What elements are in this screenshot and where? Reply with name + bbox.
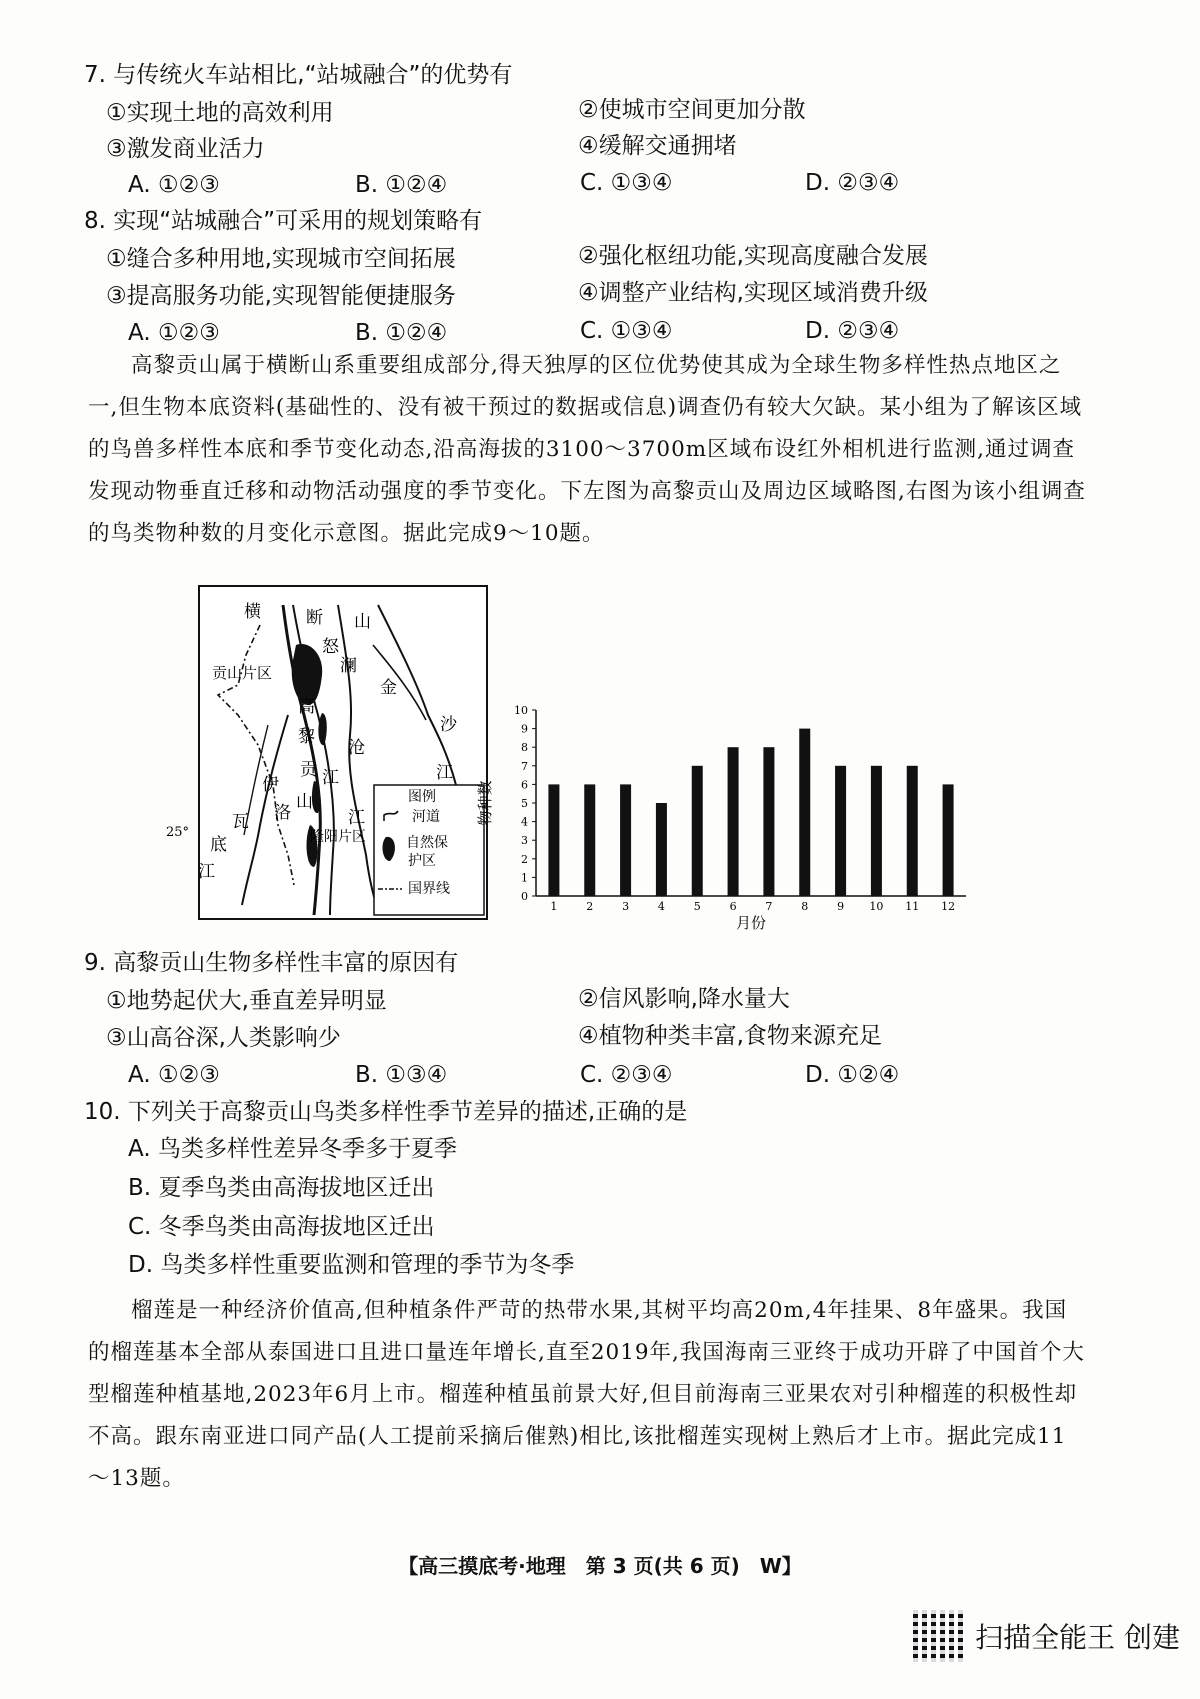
- scanner-watermark: [913, 1610, 1180, 1662]
- label-sha: 沙: [440, 715, 457, 735]
- q10-option-b: B. 夏季鸟类由高海拔地区迁出: [128, 1175, 435, 1201]
- passage-gaoligong-text: 高黎贡山属于横断山系重要组成部分,得天独厚的区位优势使其成为全球生物多样性热点地区之一,但生物本底资料(基础性的、没有被干预过的数据或信息)调查仍有较大欠缺。某小组为了解该区域的鸟兽多样性本底和季节变化动态,沿高海拔的3100～3700m区域布设红外相机进行监测,通过调查发现动物垂直迁移和动物活动强度的季节变化。下左图为高黎贡山及周边区域略图,右图为该小组调查的鸟类物种数的月变化示意图。据此完成9～10题。: [88, 353, 1086, 546]
- q9-choice-b: B. ①③④: [355, 1062, 448, 1088]
- bar-month-11: [907, 766, 918, 896]
- x-tick-label: 7: [765, 900, 773, 913]
- passage-gaoligong: [88, 345, 1088, 555]
- chart-y-ticks: [514, 704, 536, 903]
- legend-reserve-line1: 自然保: [406, 835, 448, 851]
- label-latitude: 25°: [166, 825, 190, 840]
- y-tick-label: 3: [521, 834, 528, 848]
- x-tick-label: 2: [586, 900, 594, 913]
- q8-stem: 8. 实现“站城融合”可采用的规划策略有: [84, 208, 483, 234]
- q7-choice-c: C. ①③④: [580, 170, 673, 196]
- q7-choice-a: A. ①②③: [128, 172, 220, 198]
- x-tick-label: 3: [622, 900, 630, 913]
- q10-stem: 10. 下列关于高黎贡山鸟类多样性季节差异的描述,正确的是: [84, 1099, 688, 1125]
- q9-choice-c: C. ②③④: [580, 1062, 673, 1088]
- q10-option-a: A. 鸟类多样性差异冬季多于夏季: [128, 1136, 457, 1162]
- label-cang: 沧: [348, 738, 365, 758]
- bar-month-4: [656, 803, 667, 896]
- label-nu-jiang: 江: [322, 768, 339, 788]
- q7-option-4: ④缓解交通拥堵: [578, 133, 737, 159]
- y-tick-label: 9: [521, 722, 528, 736]
- label-jinsha-jiang: 江: [436, 763, 453, 783]
- bar-month-12: [943, 784, 954, 896]
- passage-durian: [88, 1290, 1088, 1500]
- q9-stem: 9. 高黎贡山生物多样性丰富的原因有: [84, 950, 459, 976]
- label-wa: 瓦: [232, 812, 249, 832]
- q9-option-4: ④植物种类丰富,食物来源充足: [578, 1023, 882, 1049]
- bar-month-6: [728, 747, 739, 896]
- q8-choice-d: D. ②③④: [805, 318, 900, 344]
- chart-bars: [548, 729, 953, 896]
- label-duan: 断: [306, 608, 323, 628]
- label-lan: 澜: [340, 656, 357, 676]
- q8-option-1: ①缝合多种用地,实现城市空间拓展: [106, 246, 456, 272]
- label-yi: 伊: [262, 775, 279, 795]
- gaoligong-map: [166, 585, 488, 920]
- q7-choice-d: D. ②③④: [805, 170, 900, 196]
- watermark-text: 扫描全能王 创建: [975, 1621, 1180, 1654]
- y-tick-label: 4: [521, 815, 528, 829]
- chart-x-label: 月份: [735, 914, 767, 932]
- label-gao: 高: [298, 697, 315, 717]
- label-di: 底: [210, 835, 227, 855]
- bar-month-2: [584, 784, 595, 896]
- x-tick-label: 6: [729, 900, 737, 913]
- bar-month-3: [620, 784, 631, 896]
- q9-choice-d: D. ①②④: [805, 1062, 900, 1088]
- label-jin: 金: [380, 678, 397, 698]
- label-shan: 山: [354, 612, 371, 632]
- bar-month-8: [799, 729, 810, 896]
- label-longyang-area: 隆阳片区: [310, 829, 366, 845]
- label-shan-2: 山: [296, 792, 313, 812]
- y-tick-label: 10: [514, 704, 528, 717]
- bar-month-1: [548, 784, 559, 896]
- y-tick-label: 8: [521, 741, 528, 755]
- chart-y-label: 物种数: [476, 780, 494, 826]
- label-luo: 洛: [274, 803, 291, 823]
- x-tick-label: 5: [693, 900, 701, 913]
- x-tick-label: 11: [905, 900, 920, 913]
- qr-code-icon: [913, 1610, 965, 1662]
- chart-axes: [536, 710, 966, 896]
- label-heng: 横: [244, 602, 261, 622]
- bar-month-5: [692, 766, 703, 896]
- q7-option-3: ③激发商业活力: [106, 136, 265, 162]
- label-nu: 怒: [322, 637, 339, 657]
- label-irrawaddy-jiang: 江: [198, 862, 215, 882]
- legend-reserve-line2: 护区: [408, 853, 436, 869]
- q8-option-3: ③提高服务功能,实现智能便捷服务: [106, 283, 456, 309]
- q9-option-2: ②信风影响,降水量大: [578, 986, 790, 1012]
- q9-option-3: ③山高谷深,人类影响少: [106, 1025, 341, 1051]
- q8-choice-c: C. ①③④: [580, 318, 673, 344]
- passage-durian-text: 榴莲是一种经济价值高,但种植条件严苛的热带水果,其树平均高20m,4年挂果、8年盛果。我国的榴莲基本全部从泰国进口且进口量连年增长,直至2019年,我国海南三亚终于成功开辟了中国首个大型榴莲种植基地,2023年6月上市。榴莲种植虽前景大好,但目前海南三亚果农对引种榴莲的积极性却不高。跟东南亚进口同产品(人工提前采摘后催熟)相比,该批榴莲实现树上熟后才上市。据此完成11～13题。: [88, 1298, 1085, 1491]
- page-footer: 【高三摸底考·地理 第 3 页(共 6 页) W】: [398, 1554, 802, 1578]
- y-tick-label: 7: [521, 759, 528, 773]
- q8-choice-a: A. ①②③: [128, 320, 220, 346]
- x-tick-label: 12: [941, 900, 956, 913]
- bar-month-10: [871, 766, 882, 896]
- bird-species-chart: [476, 698, 986, 932]
- q10-option-d: D. 鸟类多样性重要监测和管理的季节为冬季: [128, 1252, 575, 1278]
- q7-choice-b: B. ①②④: [355, 172, 448, 198]
- label-gong: 贡: [300, 760, 317, 780]
- legend-river: 河道: [412, 809, 440, 825]
- label-lancang-jiang: 江: [348, 808, 365, 828]
- y-tick-label: 5: [521, 797, 528, 810]
- label-li: 黎: [298, 727, 315, 747]
- x-tick-label: 9: [837, 900, 845, 913]
- y-tick-label: 0: [521, 890, 528, 903]
- q8-option-2: ②强化枢纽功能,实现高度融合发展: [578, 243, 928, 269]
- bar-month-7: [763, 747, 774, 896]
- q10-option-c: C. 冬季鸟类由高海拔地区迁出: [128, 1214, 435, 1240]
- bar-month-9: [835, 766, 846, 896]
- x-tick-label: 1: [550, 900, 558, 913]
- q8-choice-b: B. ①②④: [355, 320, 448, 346]
- q7-option-1: ①实现土地的高效利用: [106, 100, 334, 126]
- chart-x-ticks: [550, 900, 955, 913]
- y-tick-label: 6: [521, 778, 528, 792]
- q9-choice-a: A. ①②③: [128, 1062, 220, 1088]
- q8-option-4: ④调整产业结构,实现区域消费升级: [578, 280, 928, 306]
- x-tick-label: 10: [869, 900, 884, 913]
- legend-title: 图例: [408, 789, 436, 805]
- q7-option-2: ②使城市空间更加分散: [578, 97, 806, 123]
- x-tick-label: 8: [801, 900, 809, 913]
- legend-border: 国界线: [408, 881, 450, 897]
- q7-stem: 7. 与传统火车站相比,“站城融合”的优势有: [84, 62, 513, 88]
- x-tick-label: 4: [657, 900, 665, 913]
- label-gongshan-area: 贡山片区: [212, 664, 273, 682]
- y-tick-label: 2: [521, 852, 528, 866]
- q9-option-1: ①地势起伏大,垂直差异明显: [106, 988, 387, 1014]
- y-tick-label: 1: [521, 871, 528, 885]
